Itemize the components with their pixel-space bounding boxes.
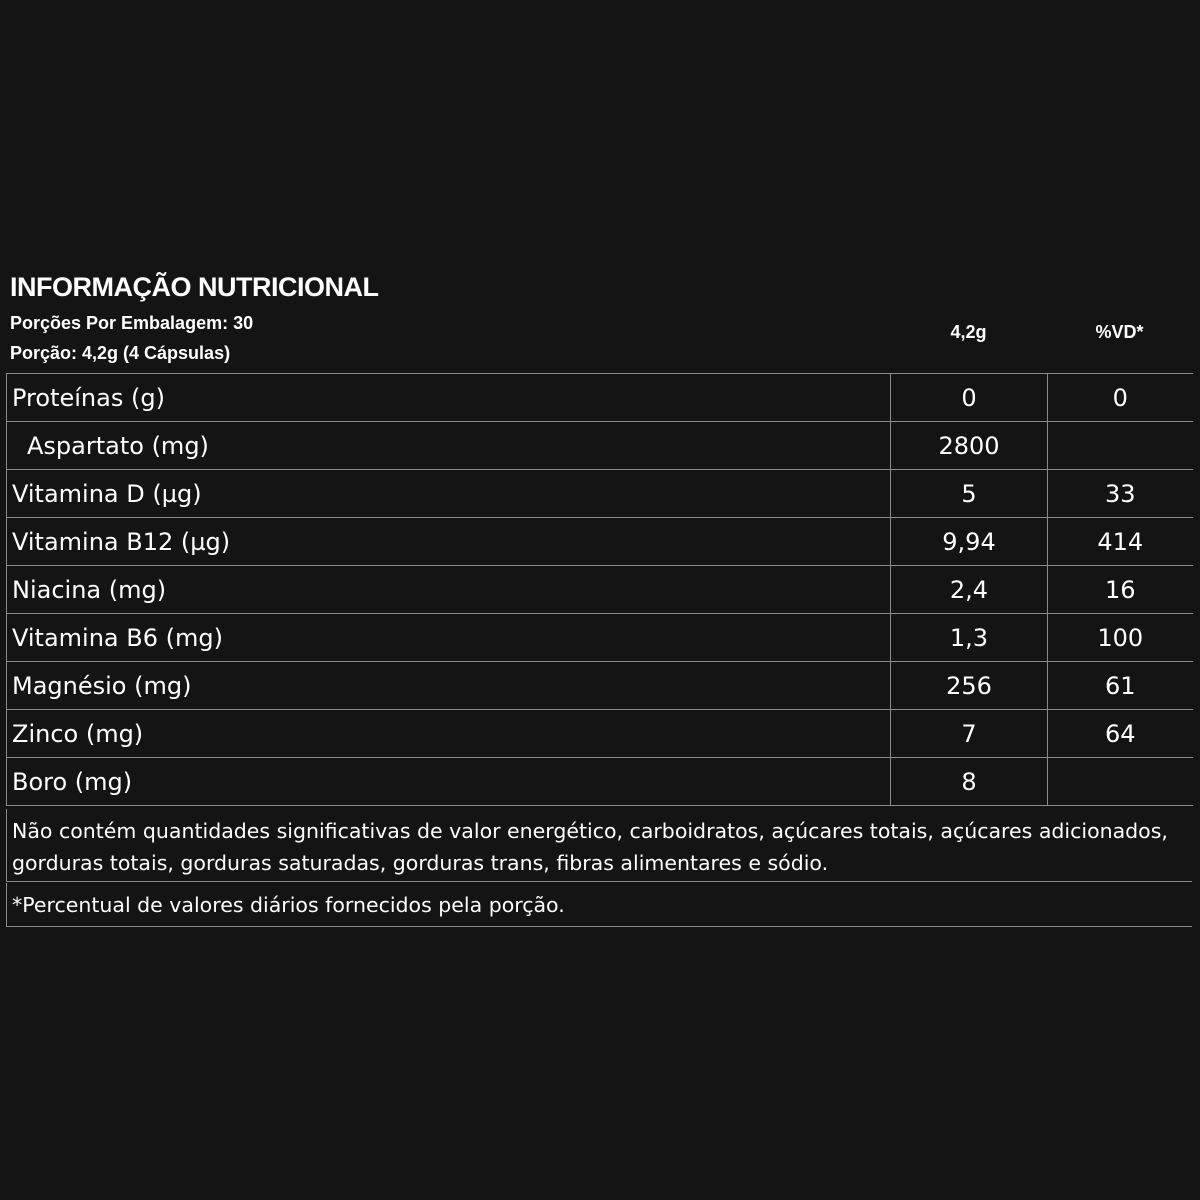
table-row bbox=[7, 566, 1193, 614]
nutrient-name: Magnésio (mg) bbox=[7, 662, 891, 710]
nutrient-amount: 9,94 bbox=[891, 518, 1048, 566]
nutrient-name: Vitamina B12 (µg) bbox=[7, 518, 891, 566]
nutrient-name: Vitamina D (µg) bbox=[7, 470, 891, 518]
nutrient-daily-value: 100 bbox=[1048, 614, 1193, 662]
table-row bbox=[7, 470, 1193, 518]
table-row bbox=[7, 518, 1193, 566]
table-row bbox=[7, 422, 1193, 470]
nutrient-name: Aspartato (mg) bbox=[7, 422, 891, 470]
nutrient-amount: 7 bbox=[891, 710, 1048, 758]
nutrient-daily-value: 64 bbox=[1048, 710, 1193, 758]
table-row bbox=[7, 662, 1193, 710]
nutrient-name: Niacina (mg) bbox=[7, 566, 891, 614]
nutrient-name: Boro (mg) bbox=[7, 758, 891, 806]
nutrient-amount: 0 bbox=[891, 374, 1048, 422]
servings-per-package: Porções Por Embalagem: 30 bbox=[10, 313, 254, 333]
table-row bbox=[7, 614, 1193, 662]
nutrient-name: Vitamina B6 (mg) bbox=[7, 614, 891, 662]
column-header-amount: 4,2g bbox=[950, 322, 987, 342]
nutrient-amount: 2,4 bbox=[891, 566, 1048, 614]
nutrient-daily-value bbox=[1048, 758, 1193, 806]
nutrient-daily-value: 414 bbox=[1048, 518, 1193, 566]
nutrient-table bbox=[6, 373, 1193, 806]
nutrient-daily-value: 0 bbox=[1048, 374, 1193, 422]
nutrient-amount: 8 bbox=[891, 758, 1048, 806]
nutrient-daily-value: 61 bbox=[1048, 662, 1193, 710]
nutrient-name: Zinco (mg) bbox=[7, 710, 891, 758]
nutrient-amount: 2800 bbox=[891, 422, 1048, 470]
nutrient-amount: 5 bbox=[891, 470, 1048, 518]
nutrient-amount: 1,3 bbox=[891, 614, 1048, 662]
insignificant-amounts-note: Não contém quantidades significativas de valor energético, carboidratos, açúcares totais, açúcares adicionados, gorduras totais, gorduras saturadas, gorduras trans, fibras alimentares e sódio. bbox=[6, 809, 1192, 882]
table-row bbox=[7, 758, 1193, 806]
table-row bbox=[7, 710, 1193, 758]
portion-size: Porção: 4,2g (4 Cápsulas) bbox=[10, 343, 231, 363]
nutrient-daily-value bbox=[1048, 422, 1193, 470]
nutrient-daily-value: 16 bbox=[1048, 566, 1193, 614]
table-row bbox=[7, 374, 1193, 422]
label-title: INFORMAÇÃO NUTRICIONAL bbox=[10, 272, 379, 302]
column-header-daily-value: %VD* bbox=[1095, 322, 1144, 342]
daily-value-footnote: *Percentual de valores diários fornecidos pela porção. bbox=[6, 883, 1192, 927]
nutrient-name: Proteínas (g) bbox=[7, 374, 891, 422]
nutrient-daily-value: 33 bbox=[1048, 470, 1193, 518]
nutrient-amount: 256 bbox=[891, 662, 1048, 710]
